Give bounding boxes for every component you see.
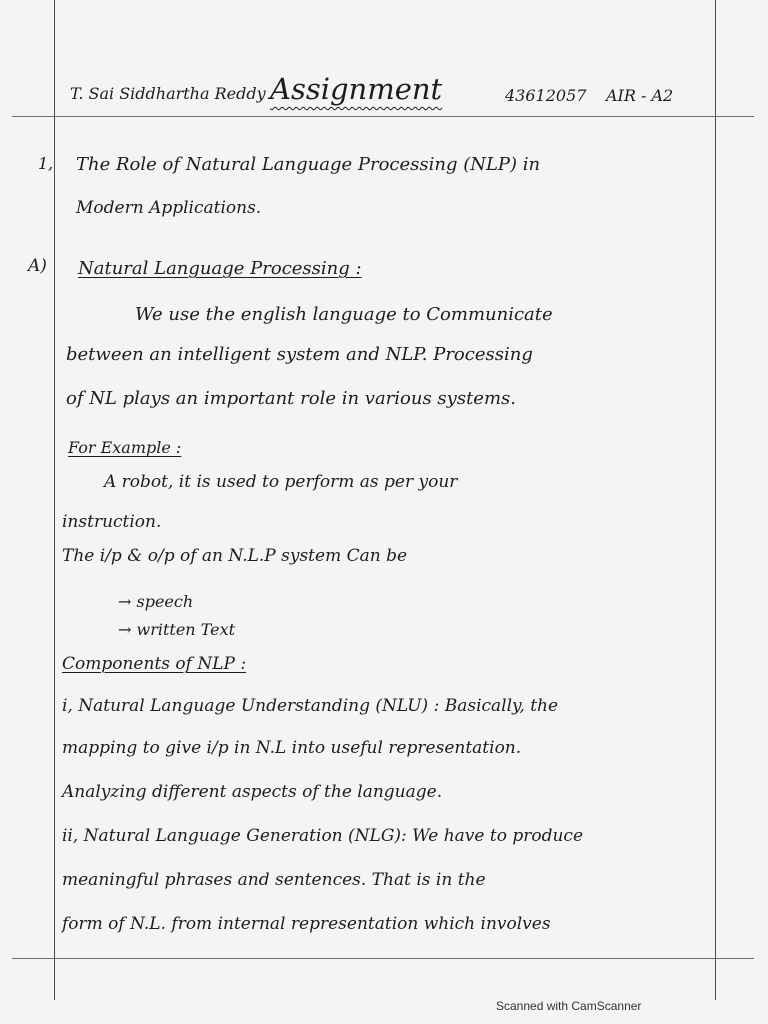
- bullet-item: → written Text: [118, 620, 236, 639]
- example-line: The i/p & o/p of an N.L.P system Can be: [62, 546, 408, 566]
- scanner-watermark: Scanned with CamScanner: [496, 999, 642, 1013]
- section-heading: Natural Language Processing :: [78, 258, 362, 279]
- student-name: T. Sai Siddhartha Reddy: [70, 84, 266, 103]
- paragraph-line: between an intelligent system and NLP. Processing: [66, 344, 533, 365]
- rule-line: [12, 958, 754, 959]
- margin-line: [54, 0, 55, 1000]
- example-line: A robot, it is used to perform as per your: [104, 472, 458, 492]
- section-label: AIR - A2: [606, 86, 674, 105]
- answer-label: A): [28, 256, 47, 276]
- components-line: ii, Natural Language Generation (NLG): We have to produce: [62, 826, 583, 846]
- components-line: mapping to give i/p in N.L into useful representation.: [62, 738, 522, 758]
- paragraph-line: of NL plays an important role in various systems.: [66, 388, 516, 409]
- page-title: Assignment: [270, 72, 443, 106]
- question-line: The Role of Natural Language Processing (NLP) in: [76, 154, 541, 175]
- question-line: Modern Applications.: [76, 198, 262, 218]
- bullet-item: → speech: [118, 592, 194, 611]
- example-heading: For Example :: [68, 438, 182, 457]
- margin-line: [715, 0, 716, 1000]
- example-line: instruction.: [62, 512, 162, 532]
- components-line: form of N.L. from internal representation which involves: [62, 914, 551, 934]
- paragraph-line: We use the english language to Communicate: [135, 304, 553, 325]
- components-line: i, Natural Language Understanding (NLU) : Basically, the: [62, 696, 559, 716]
- components-line: Analyzing different aspects of the language.: [62, 782, 443, 802]
- components-line: meaningful phrases and sentences. That is in the: [62, 870, 486, 890]
- components-heading: Components of NLP :: [62, 654, 247, 674]
- roll-number: 43612057: [505, 86, 587, 105]
- question-number: 1,: [38, 154, 54, 173]
- rule-line: [12, 116, 754, 117]
